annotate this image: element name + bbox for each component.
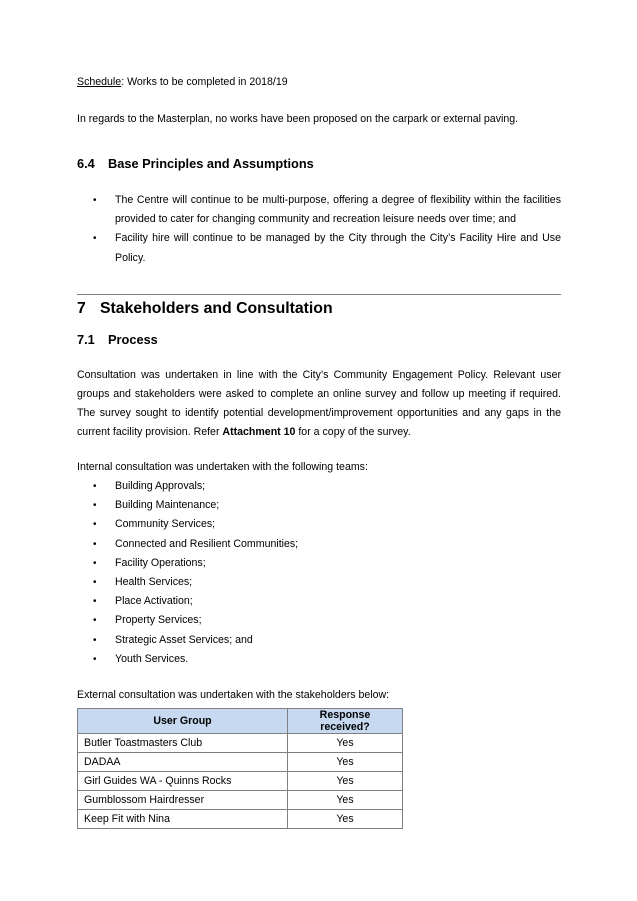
consultation-text-start: Consultation was undertaken in line with the City’s Community Engagement Policy. Relevant user groups and stakeholders were asked to complete an online survey and follow up meeting if required. The survey sought to identify potential development/improvement opportunities and any gaps in the current facility provision. Refer bbox=[77, 369, 561, 438]
list-item-text: Youth Services. bbox=[115, 652, 189, 665]
list-item bbox=[77, 229, 561, 267]
list-item-text: Property Services; bbox=[115, 614, 202, 627]
list-item bbox=[77, 592, 561, 611]
bullet-icon: • bbox=[93, 557, 97, 569]
section-6-4-title: Base Principles and Assumptions bbox=[108, 156, 314, 171]
list-item bbox=[77, 191, 561, 229]
section-divider bbox=[77, 294, 561, 295]
list-item-text: The Centre will continue to be multi-purpose, offering a degree of flexibility within the facilities provided to cater for changing community and recreation leisure needs over time; and bbox=[115, 194, 561, 226]
table-row bbox=[78, 753, 403, 772]
schedule-line bbox=[77, 73, 288, 92]
bullet-icon: • bbox=[93, 538, 97, 550]
table-header-user-group: User Group bbox=[78, 709, 288, 734]
schedule-text: : Works to be completed in 2018/19 bbox=[121, 76, 288, 88]
table-body bbox=[78, 734, 403, 829]
list-item-text: Community Services; bbox=[115, 518, 216, 531]
table-header-response: Response received? bbox=[288, 709, 403, 734]
bullet-icon: • bbox=[93, 481, 97, 492]
section-7-heading bbox=[77, 299, 333, 319]
bullet-icon: • bbox=[93, 577, 97, 589]
table-cell-response: Yes bbox=[288, 753, 403, 772]
bullet-icon: • bbox=[93, 596, 97, 608]
table-header-row bbox=[78, 709, 403, 734]
list-item bbox=[77, 515, 561, 534]
table-cell-user-group: Butler Toastmasters Club bbox=[78, 734, 288, 753]
table-cell-user-group: Gumblossom Hairdresser bbox=[78, 791, 288, 810]
bullet-icon: • bbox=[93, 500, 97, 512]
list-item-text: Strategic Asset Services; and bbox=[115, 633, 253, 646]
section-6-4-bullet-list bbox=[77, 191, 561, 268]
list-item-text: Health Services; bbox=[115, 576, 193, 589]
stakeholder-table bbox=[77, 708, 403, 829]
table-row bbox=[78, 734, 403, 753]
table-cell-user-group: Girl Guides WA - Quinns Rocks bbox=[78, 772, 288, 791]
list-item bbox=[77, 573, 561, 592]
section-7-number: 7 bbox=[77, 300, 86, 317]
attachment-reference: Attachment 10 bbox=[222, 426, 296, 438]
list-item-text: Connected and Resilient Communities; bbox=[115, 537, 299, 550]
table-cell-response: Yes bbox=[288, 810, 403, 829]
table-row bbox=[78, 772, 403, 791]
internal-teams-list bbox=[77, 477, 561, 669]
bullet-icon: • bbox=[93, 233, 97, 245]
internal-consultation-intro: Internal consultation was undertaken with the following teams: bbox=[77, 461, 368, 473]
external-consultation-intro: External consultation was undertaken with the stakeholders below: bbox=[77, 689, 390, 701]
section-7-title: Stakeholders and Consultation bbox=[100, 300, 333, 317]
table-row bbox=[78, 810, 403, 829]
list-item bbox=[77, 650, 561, 669]
list-item-text: Facility hire will continue to be managed by the City through the City’s Facility Hire and Use Policy. bbox=[115, 232, 561, 264]
table-cell-response: Yes bbox=[288, 734, 403, 753]
table-cell-response: Yes bbox=[288, 791, 403, 810]
list-item-text: Building Approvals; bbox=[115, 480, 206, 492]
bullet-icon: • bbox=[93, 519, 97, 531]
section-6-4-heading bbox=[77, 156, 314, 172]
list-item bbox=[77, 496, 561, 515]
bullet-icon: • bbox=[93, 195, 97, 206]
table-cell-user-group: DADAA bbox=[78, 753, 288, 772]
list-item-text: Facility Operations; bbox=[115, 556, 206, 569]
bullet-icon: • bbox=[93, 653, 97, 665]
list-item bbox=[77, 611, 561, 630]
table-cell-response: Yes bbox=[288, 772, 403, 791]
bullet-icon: • bbox=[93, 634, 97, 646]
list-item-text: Place Activation; bbox=[115, 595, 193, 608]
section-7-1-heading bbox=[77, 332, 158, 348]
bullet-icon: • bbox=[93, 615, 97, 627]
list-item bbox=[77, 477, 561, 496]
list-item bbox=[77, 554, 561, 573]
section-7-1-number: 7.1 bbox=[77, 332, 95, 347]
schedule-label: Schedule bbox=[77, 76, 122, 88]
section-7-1-title: Process bbox=[108, 332, 158, 347]
list-item-text: Building Maintenance; bbox=[115, 499, 220, 512]
table-cell-user-group: Keep Fit with Nina bbox=[78, 810, 288, 829]
list-item bbox=[77, 535, 561, 554]
consultation-text-end: for a copy of the survey. bbox=[295, 426, 411, 438]
consultation-paragraph bbox=[77, 366, 561, 442]
table-row bbox=[78, 791, 403, 810]
list-item bbox=[77, 631, 561, 650]
section-6-4-number: 6.4 bbox=[77, 156, 95, 171]
masterplan-paragraph: In regards to the Masterplan, no works have been proposed on the carpark or external paving. bbox=[77, 113, 519, 125]
